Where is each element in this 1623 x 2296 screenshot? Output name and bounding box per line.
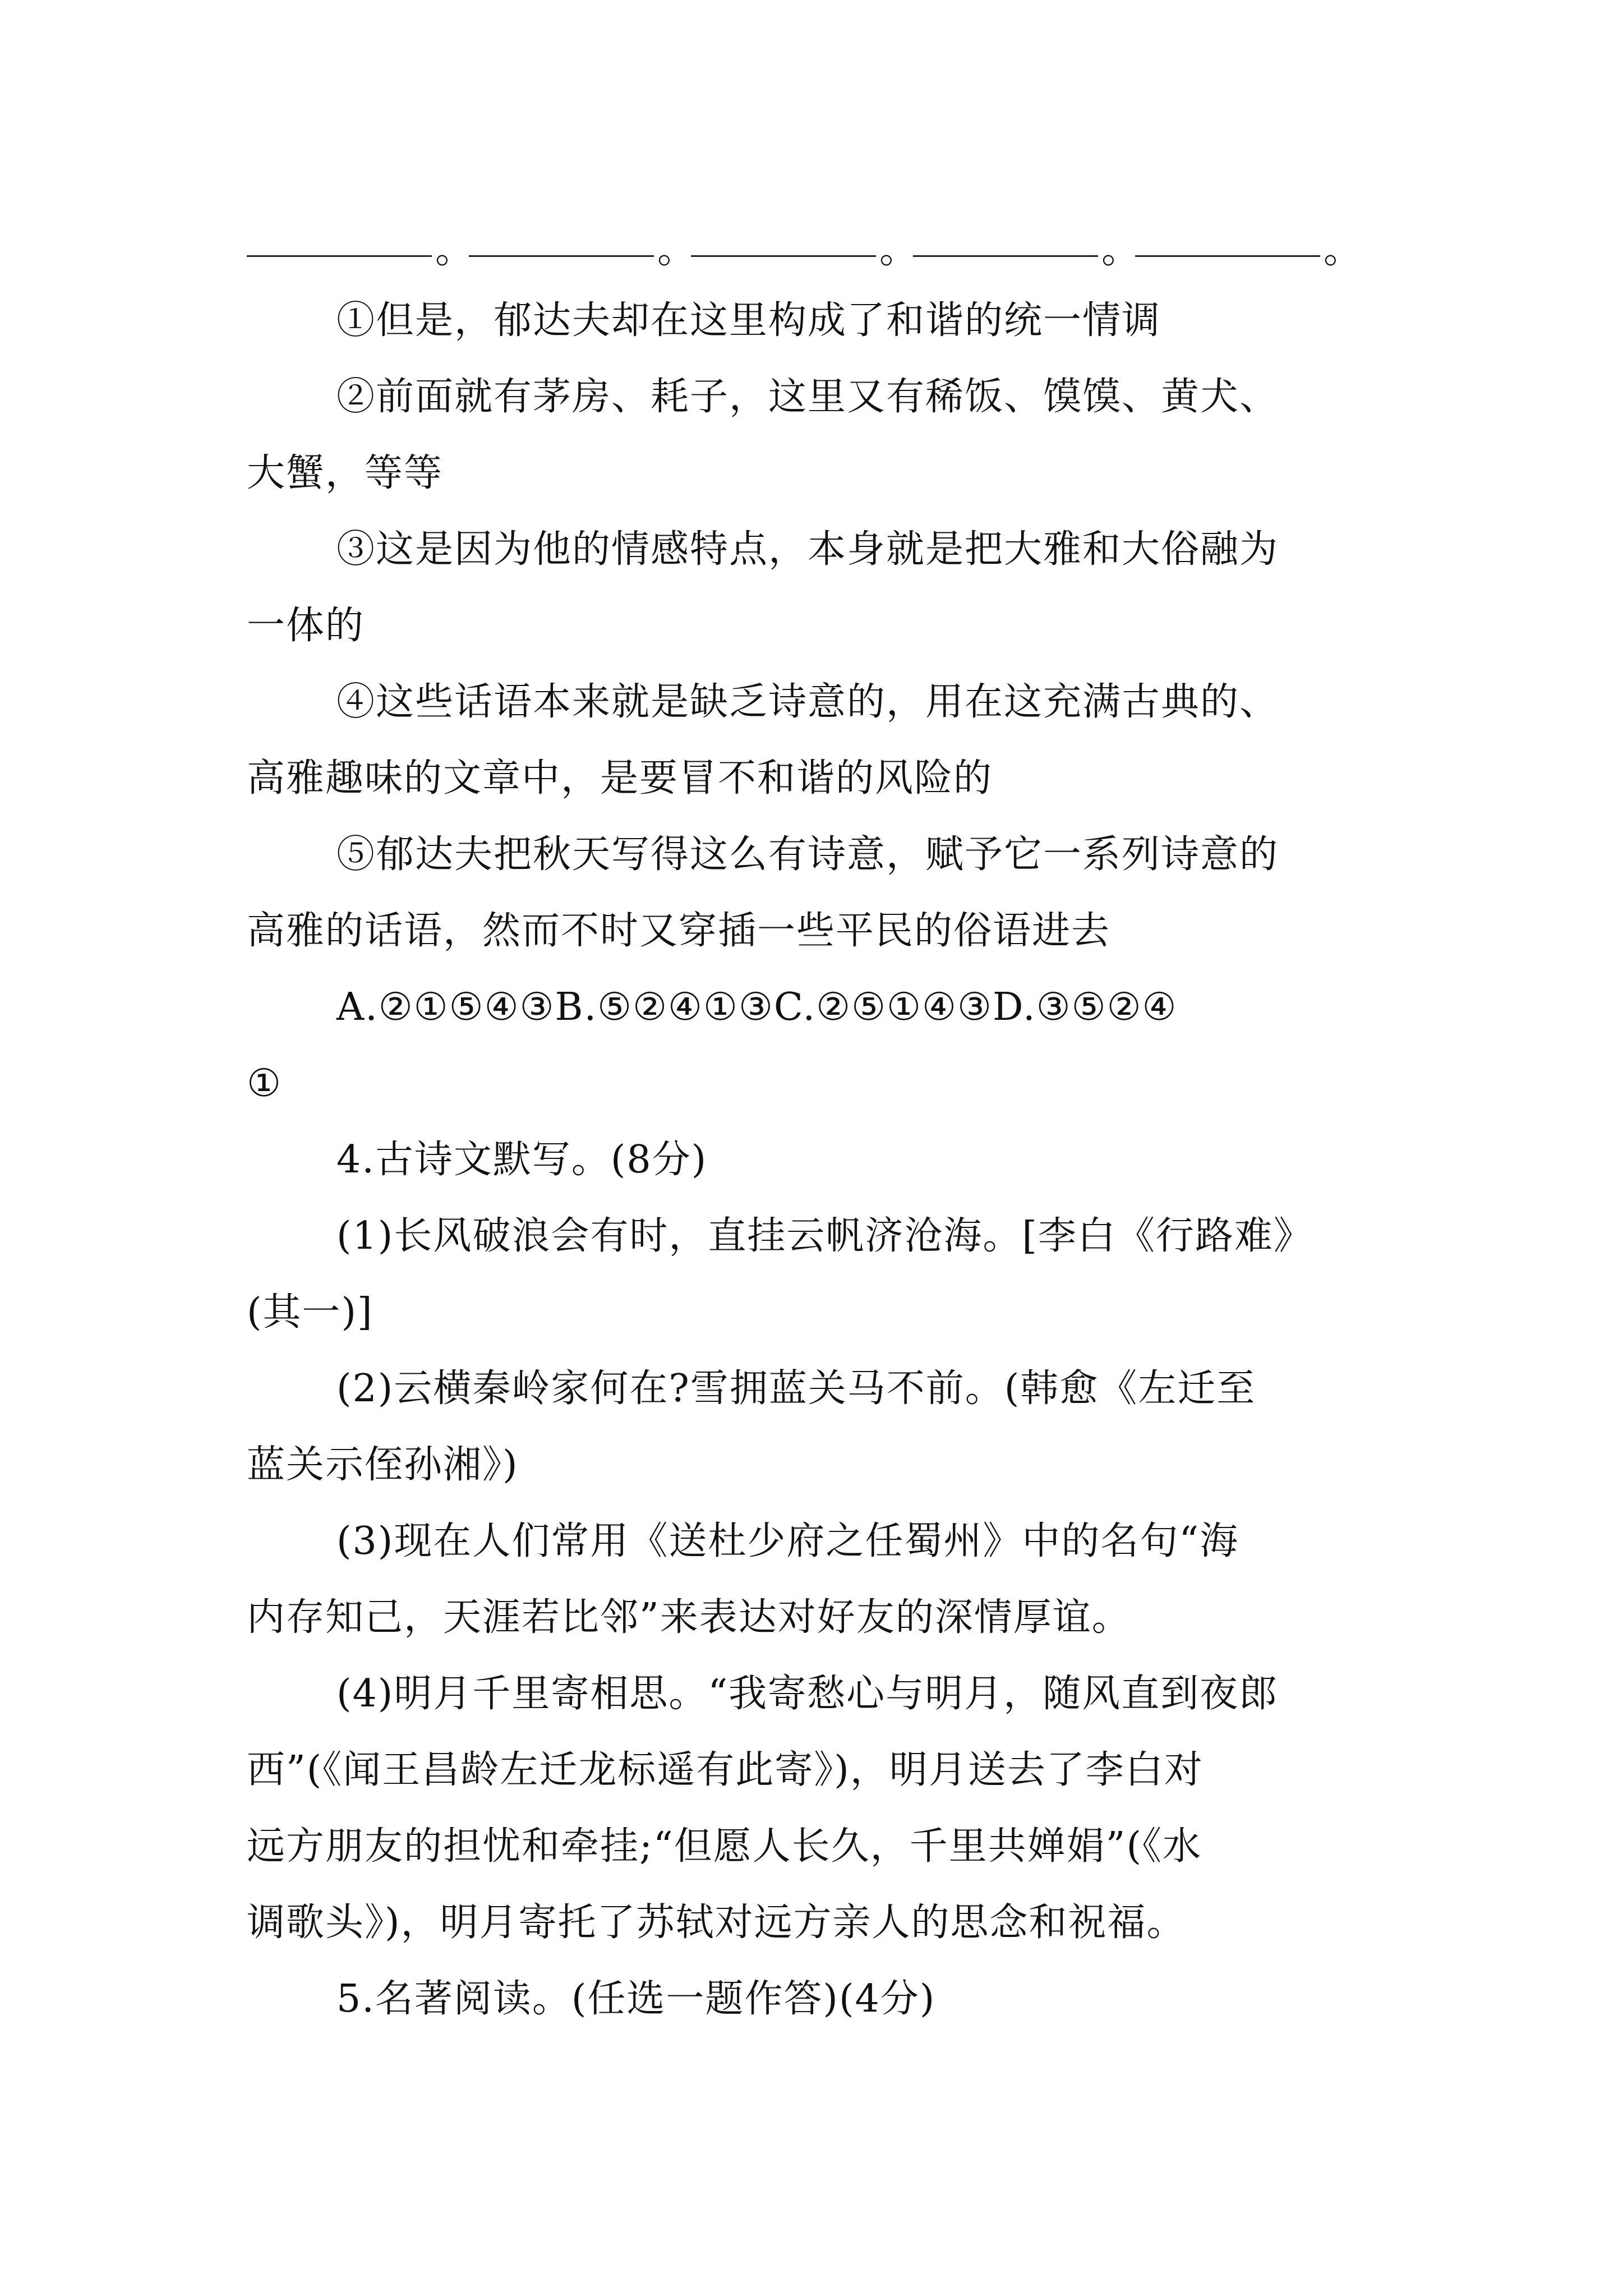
blank-line (1135, 255, 1320, 257)
sentence-option-3: ③这是因为他的情感特点，本身就是把大雅和大俗融为 (336, 527, 1279, 572)
answer-blank[interactable] (469, 228, 696, 272)
sentence-option-2-cont: 大蟹，等等 (247, 451, 444, 495)
question-4-item-4-cont-2: 远方朋友的担忧和牵挂;“但愿人长久，千里共婵娟”(《水 (247, 1824, 1202, 1869)
question-4-item-4-cont-1: 西”(《闻王昌龄左迁龙标遥有此寄》)，明月送去了李白对 (247, 1748, 1204, 1792)
answer-blank[interactable] (691, 228, 918, 272)
blank-line (913, 255, 1098, 257)
answer-blank[interactable] (247, 228, 474, 272)
question-4-item-4-cont-3: 调歌头》)，明月寄托了苏轼对远方亲人的思念和祝福。 (247, 1901, 1186, 1945)
period-mark: 。 (657, 228, 696, 272)
answer-blank[interactable] (913, 228, 1140, 272)
blank-line (691, 255, 876, 257)
fill-in-blanks-row (247, 224, 1368, 272)
sentence-option-1: ①但是，郁达夫却在这里构成了和谐的统一情调 (336, 298, 1161, 343)
period-mark: 。 (1101, 228, 1140, 272)
question-4-item-1: (1)长风破浪会有时，直挂云帆济沧海。[李白《行路难》 (336, 1214, 1313, 1258)
period-mark: 。 (879, 228, 918, 272)
answer-choices: A.②①⑤④③B.⑤②④①③C.②⑤①④③D.③⑤②④ (336, 985, 1178, 1029)
period-mark: 。 (1324, 228, 1362, 272)
sentence-option-3-cont: 一体的 (247, 604, 365, 648)
period-mark: 。 (435, 228, 474, 272)
question-4-item-3: (3)现在人们常用《送杜少府之任蜀州》中的名句“海 (336, 1519, 1239, 1563)
question-4-item-2-cont: 蓝关示侄孙湘》) (247, 1443, 519, 1487)
sentence-option-4: ④这些话语本来就是缺乏诗意的，用在这充满古典的、 (336, 680, 1279, 724)
sentence-option-4-cont: 高雅趣味的文章中，是要冒不和谐的风险的 (247, 756, 993, 800)
question-4-heading: 4.古诗文默写。(8分) (336, 1138, 708, 1182)
sentence-option-5: ⑤郁达夫把秋天写得这么有诗意，赋予它一系列诗意的 (336, 832, 1279, 877)
sentence-option-2: ②前面就有茅房、耗子，这里又有稀饭、馍馍、黄犬、 (336, 375, 1279, 419)
question-4-item-3-cont: 内存知己，天涯若比邻”来表达对好友的深情厚谊。 (247, 1595, 1131, 1640)
question-4-item-2: (2)云横秦岭家何在?雪拥蓝关马不前。(韩愈《左迁至 (336, 1366, 1256, 1411)
answer-blank[interactable] (1135, 228, 1362, 272)
question-4-item-1-cont: (其一)] (247, 1290, 374, 1335)
blank-line (469, 255, 654, 257)
question-4-item-4: (4)明月千里寄相思。“我寄愁心与明月，随风直到夜郎 (336, 1672, 1279, 1716)
blank-line (247, 255, 432, 257)
question-5-heading: 5.名著阅读。(任选一题作答)(4分) (336, 1977, 936, 2021)
answer-choices-cont: ① (247, 1061, 282, 1106)
sentence-option-5-cont: 高雅的话语，然而不时又穿插一些平民的俗语进去 (247, 909, 1111, 953)
